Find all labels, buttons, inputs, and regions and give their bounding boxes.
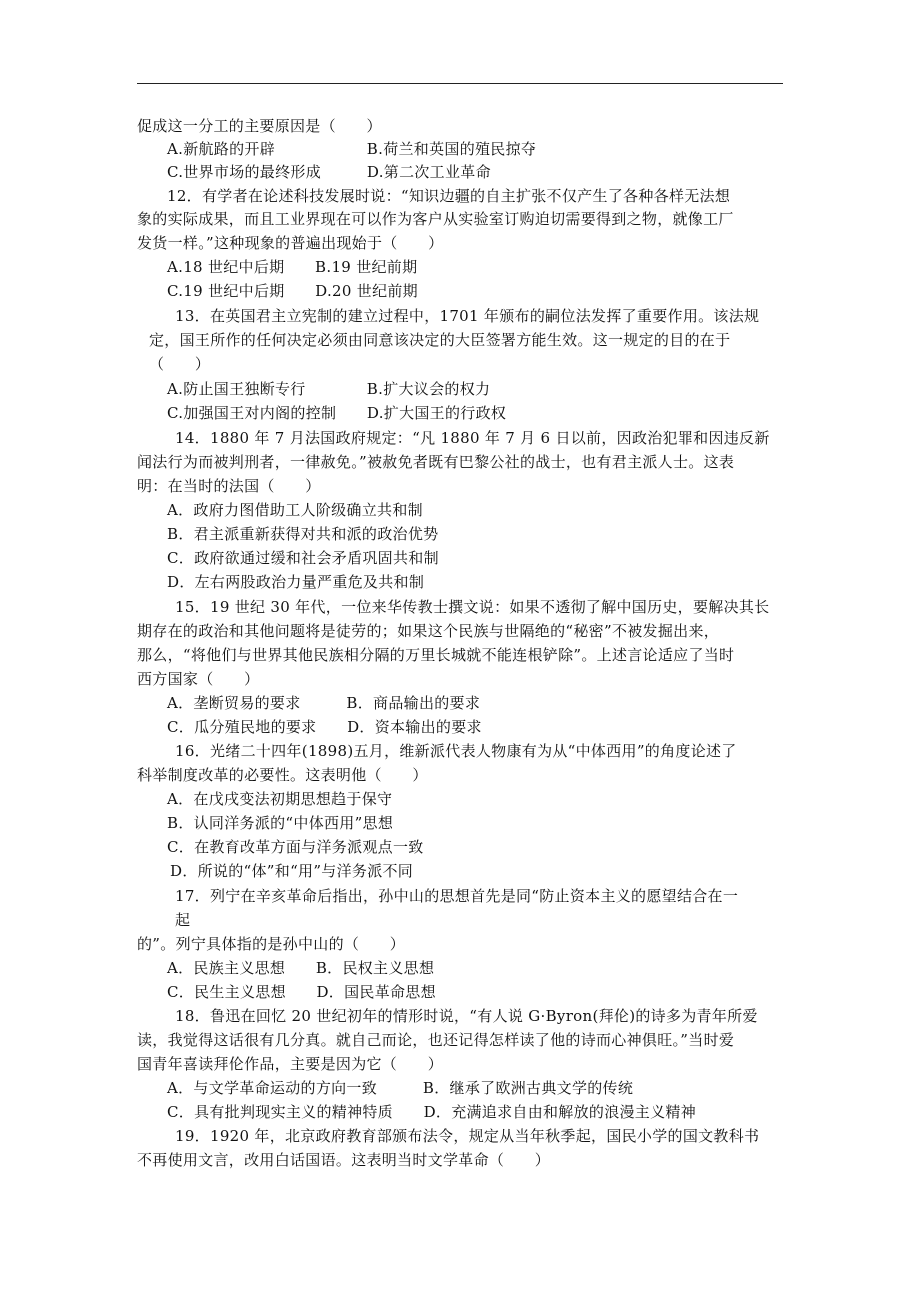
question-16-stem: 16．光绪二十四年(1898)五月，维新派代表人物康有为从“中体西用”的角度论述了 — [175, 742, 737, 760]
question-13-stem: 13．在英国君主立宪制的建立过程中，1701 年颁布的嗣位法发挥了重要作用。该法规 — [175, 307, 760, 325]
question-18-options-cd: C．具有批判现实主义的精神特质 D．充满追求自由和解放的浪漫主义精神 — [167, 1103, 697, 1121]
question-19-stem: 不再使用文言，改用白话国语。这表明当时文学革命（ ） — [137, 1151, 551, 1169]
question-11-stem-end: 促成这一分工的主要原因是（ ） — [137, 117, 382, 135]
question-11-options-ab: A.新航路的开辟 B.荷兰和英国的殖民掠夺 — [167, 140, 537, 158]
question-17-options-cd: C．民生主义思想 D．国民革命思想 — [167, 983, 436, 1001]
header-rule — [137, 83, 783, 84]
question-18-options-ab: A．与文学革命运动的方向一致 B．继承了欧洲古典文学的传统 — [167, 1079, 634, 1097]
question-14-option-a: A．政府力图借助工人阶级确立共和制 — [167, 501, 423, 519]
question-14-option-d: D．左右两股政治力量严重危及共和制 — [167, 573, 425, 591]
question-18-stem: 18．鲁迅在回忆 20 世纪初年的情形时说，“有人说 G·Byron(拜伦)的诗多为青年所爱 — [175, 1007, 758, 1025]
question-15-stem: 那么，“将他们与世界其他民族相分隔的万里长城就不能连根铲除”。上述言论适应了当时 — [137, 646, 735, 664]
question-15-stem: 期存在的政治和其他问题将是徒劳的；如果这个民族与世隔绝的“秘密”不被发掘出来， — [137, 622, 720, 640]
question-13-stem: （ ） — [149, 355, 211, 373]
question-14-stem: 14．1880 年 7 月法国政府规定：“凡 1880 年 7 月 6 日以前，因政治犯罪和因违反新 — [175, 429, 770, 447]
question-14-option-b: B．君主派重新获得对共和派的政治优势 — [167, 525, 439, 543]
question-15-options-ab: A．垄断贸易的要求 B．商品输出的要求 — [167, 694, 481, 712]
question-13-options-ab: A.防止国王独断专行 B.扩大议会的权力 — [167, 380, 491, 398]
question-17-stem: 17．列宁在辛亥革命后指出，孙中山的思想首先是同“防止资本主义的愿望结合在一 — [175, 887, 739, 905]
question-17-stem: 起 — [175, 911, 191, 929]
question-16-option-d: D．所说的“体”和“用”与洋务派不同 — [170, 862, 414, 880]
question-15-options-cd: C．瓜分殖民地的要求 D．资本输出的要求 — [167, 718, 482, 736]
question-16-option-a: A．在戊戌变法初期思想趋于保守 — [167, 790, 393, 808]
question-15-stem: 15．19 世纪 30 年代，一位来华传教士撰文说：如果不透彻了解中国历史，要解决其长 — [175, 598, 770, 616]
question-12-options-ab: A.18 世纪中后期 B.19 世纪前期 — [167, 258, 418, 276]
question-12-options-cd: C.19 世纪中后期 D.20 世纪前期 — [167, 282, 418, 300]
question-13-stem: 定，国王所作的任何决定必须由同意该决定的大臣签署方能生效。这一规定的目的在于 — [149, 331, 731, 349]
question-12-stem: 发货一样。”这种现象的普遍出现始于（ ） — [137, 234, 444, 252]
question-11-options-cd: C.世界市场的最终形成 D.第二次工业革命 — [167, 163, 491, 181]
question-12-stem: 象的实际成果，而且工业界现在可以作为客户从实验室订购迫切需要得到之物，就像工厂 — [137, 210, 734, 228]
question-17-options-ab: A．民族主义思想 B．民权主义思想 — [167, 959, 435, 977]
question-16-stem: 科举制度改革的必要性。这表明他（ ） — [137, 766, 428, 784]
question-13-options-cd: C.加强国王对内阁的控制 D.扩大国王的行政权 — [167, 404, 507, 422]
question-14-stem: 明：在当时的法国（ ） — [137, 477, 321, 495]
question-12-stem: 12．有学者在论述科技发展时说：“知识边疆的自主扩张不仅产生了各种各样无法想 — [167, 187, 731, 205]
question-14-stem: 闻法行为而被判刑者，一律赦免。”被赦免者既有巴黎公社的战士，也有君主派人士。这表 — [137, 453, 735, 471]
question-17-stem: 的”。列宁具体指的是孙中山的（ ） — [137, 935, 406, 953]
question-16-option-c: C．在教育改革方面与洋务派观点一致 — [167, 838, 424, 856]
question-15-stem: 西方国家（ ） — [137, 670, 260, 688]
question-14-option-c: C．政府欲通过缓和社会矛盾巩固共和制 — [167, 549, 439, 567]
question-18-stem: 国青年喜读拜伦作品，主要是因为它（ ） — [137, 1055, 444, 1073]
question-18-stem: 读，我觉得这话很有几分真。就自己而论，也还记得怎样读了他的诗而心神俱旺。”当时爱 — [137, 1031, 735, 1049]
question-16-option-b: B．认同洋务派的“中体西用”思想 — [167, 814, 394, 832]
question-19-stem: 19．1920 年，北京政府教育部颁布法令，规定从当年秋季起，国民小学的国文教科书 — [175, 1127, 760, 1145]
